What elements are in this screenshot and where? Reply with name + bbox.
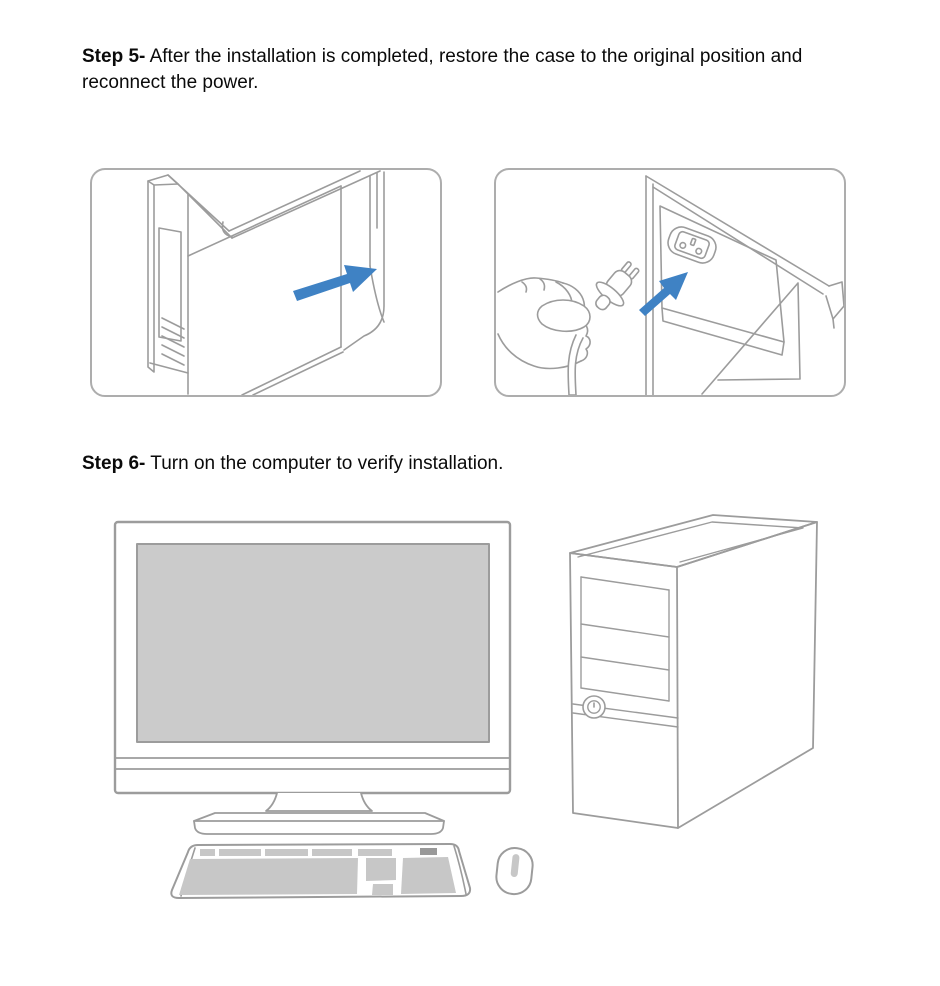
figure-panel-power-plug (494, 168, 846, 397)
tower-case (570, 515, 817, 828)
step-5-body: After the installation is completed, restore the case to the original position and reconnect the power. (82, 46, 803, 93)
key-blocks (179, 848, 456, 895)
step-6-body: Turn on the computer to verify installation. (150, 453, 504, 474)
power-plug-illustration (496, 170, 844, 395)
step-5-text (82, 44, 862, 96)
desktop-setup-illustration (100, 505, 850, 925)
figure-panel-case-close (90, 168, 442, 397)
case-rear-edge (344, 172, 384, 350)
step-5-label: Step 5- (82, 46, 146, 67)
monitor-stand-neck (266, 793, 372, 811)
power-button (583, 696, 605, 718)
drive-bays (581, 577, 669, 701)
case-close-illustration (92, 170, 440, 395)
case-top-edge (168, 171, 380, 238)
power-plug (585, 255, 646, 319)
case-front-face (148, 175, 188, 394)
figure-desktop-setup (100, 505, 850, 925)
keyboard (171, 844, 470, 898)
step-6-text (82, 451, 862, 477)
monitor (115, 522, 510, 834)
arrow-right-icon (293, 265, 377, 301)
mouse (495, 846, 535, 895)
step-6-label: Step 6- (82, 453, 146, 474)
monitor-stand-base (194, 813, 444, 834)
power-cable (568, 335, 583, 395)
monitor-screen (137, 544, 489, 742)
